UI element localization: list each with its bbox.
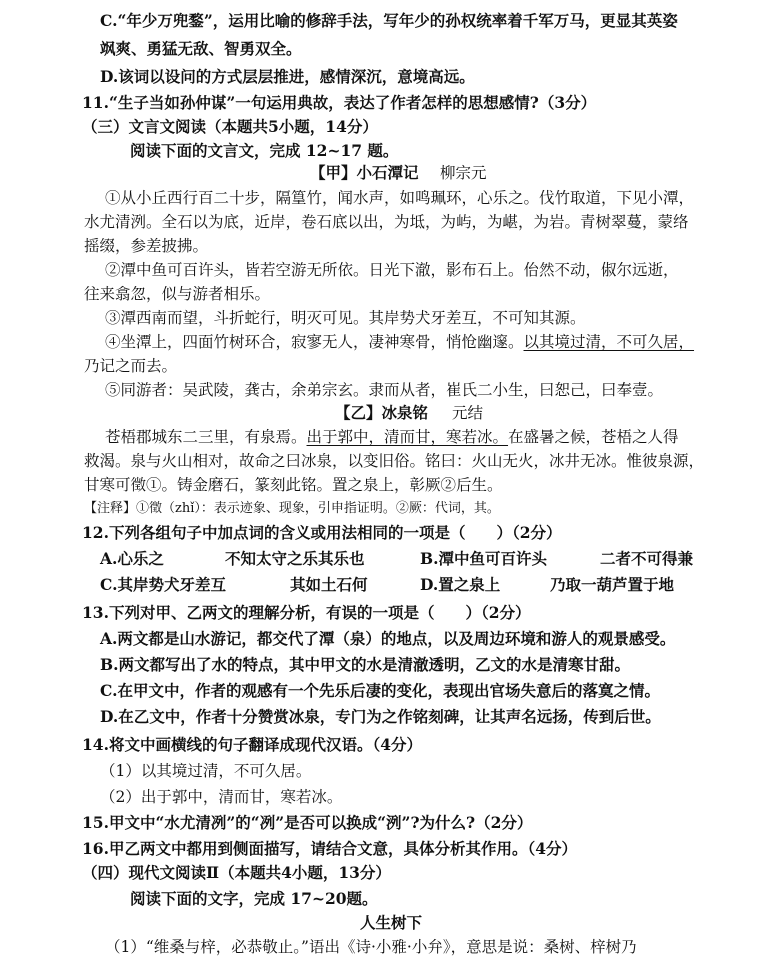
section-4-title: （四）现代文阅读Ⅱ（本题共4小题，13分） bbox=[82, 863, 391, 882]
q12-option-c-left[interactable]: C.其岸势犬牙差互 bbox=[100, 575, 226, 594]
q13-option-d[interactable]: D.在乙文中，作者十分赞赏冰泉，专门为之作铭刻碑，让其声名远扬，传到后世。 bbox=[100, 707, 661, 726]
q12-option-b-left[interactable]: B.潭中鱼可百许头 bbox=[420, 549, 547, 568]
q12-option-d-right: 乃取一葫芦置于地 bbox=[550, 575, 675, 594]
passage-a-author: 柳宗元 bbox=[440, 164, 487, 182]
q12-option-b-right: 二者不可得兼 bbox=[600, 549, 694, 568]
q12-option-a-right: 不知太守之乐其乐也 bbox=[225, 549, 365, 568]
passage-b-line-part: 在盛暑之候，苍梧之人得 bbox=[508, 428, 679, 446]
q13-option-c[interactable]: C.在甲文中，作者的观感有一个先乐后凄的变化，表现出官场失意后的落寞之情。 bbox=[100, 681, 660, 700]
q12-option-a-left[interactable]: A.心乐之 bbox=[100, 549, 164, 568]
q12-option-c-right: 其如土石何 bbox=[290, 575, 368, 594]
passage-a-line: 摇缀，参差披拂。 bbox=[84, 237, 209, 255]
q14-item-2: （2）出于郭中，清而甘，寒若冰。 bbox=[100, 788, 343, 806]
q10-option-c-line2: 飒爽、勇猛无敌、智勇双全。 bbox=[100, 39, 302, 58]
passage-b-line: 甘寒可徵①。铸金磨石，篆刻此铭。置之泉上，彰厥②后生。 bbox=[84, 476, 503, 494]
question-13: 13.下列对甲、乙两文的理解分析，有误的一项是（ ）（2分） bbox=[82, 603, 531, 622]
passage-a-line: ③潭西南而望，斗折蛇行，明灭可见。其岸势犬牙差互，不可知其源。 bbox=[105, 309, 586, 327]
passage-a-line: ②潭中鱼可百许头，皆若空游无所依。日光下澈，影布石上。佁然不动，俶尔远逝， bbox=[105, 261, 679, 279]
passage-b-annotation: 【注释】①徵（zhǐ）：表示迹象、现象，引申指证明。②厥：代词，其。 bbox=[84, 501, 500, 516]
q13-option-b[interactable]: B.两文都写出了水的特点，其中甲文的水是清澈透明，乙文的水是清寒甘甜。 bbox=[100, 655, 630, 674]
passage-a-line: 水尤清洌。全石以为底，近岸，卷石底以出，为坻，为屿，为嵁，为岩。青树翠蔓，蒙络 bbox=[84, 213, 689, 231]
section-4-instruction: 阅读下面的文字，完成 17~20题。 bbox=[130, 889, 378, 908]
question-15: 15.甲文中“水尤清冽”的“冽”是否可以换成“洌”?为什么?（2分） bbox=[82, 813, 533, 832]
passage-a-line: 往来翕忽，似与游者相乐。 bbox=[84, 285, 271, 303]
passage-a-line: 乃记之而去。 bbox=[84, 357, 178, 375]
section-3-instruction: 阅读下面的文言文，完成 12~17 题。 bbox=[130, 141, 399, 160]
question-12: 12.下列各组句子中加点词的含义或用法相同的一项是（ ）（2分） bbox=[82, 523, 562, 542]
article-line: （1）“维桑与梓，必恭敬止。”语出《诗·小雅·小弁》，意思是说：桑树、梓树乃 bbox=[105, 938, 637, 956]
question-11: 11.“生子当如孙仲谋”一句运用典故，表达了作者怎样的思想感情?（3分） bbox=[82, 93, 597, 112]
section-3-title: （三）文言文阅读（本题共5小题，14分） bbox=[82, 117, 378, 136]
question-14: 14.将文中画横线的句子翻译成现代汉语。（4分） bbox=[82, 735, 423, 754]
passage-a-title: 【甲】小石潭记 bbox=[310, 163, 419, 182]
underlined-sentence: 以其境过清，不可久居， bbox=[523, 333, 695, 351]
underlined-sentence: 出于郭中，清而甘，寒若冰。 bbox=[306, 428, 509, 446]
q10-option-d: D.该词以设问的方式层层推进，感情深沉，意境高远。 bbox=[100, 67, 475, 86]
passage-b-title: 【乙】冰泉铭 bbox=[335, 403, 429, 422]
passage-b-author: 元结 bbox=[452, 404, 484, 422]
passage-a-line: ⑤同游者：吴武陵，龚古，余弟宗玄。隶而从者，崔氏二小生，曰恕己，曰奉壹。 bbox=[105, 381, 664, 399]
q12-option-d-left[interactable]: D.置之泉上 bbox=[420, 575, 501, 594]
question-16: 16.甲乙两文中都用到侧面描写，请结合文意，具体分析其作用。（4分） bbox=[82, 839, 578, 858]
passage-a-line bbox=[105, 331, 694, 353]
q13-option-a[interactable]: A.两文都是山水游记，都交代了潭（泉）的地点，以及周边环境和游人的观景感受。 bbox=[100, 629, 676, 648]
passage-a-line: ①从小丘西行百二十步，隔篁竹，闻水声，如鸣珮环，心乐之。伐竹取道，下见小潭， bbox=[105, 189, 695, 207]
q10-option-c-line1: C.“年少万兜鍪”，运用比喻的修辞手法，写年少的孙权统率着千军万马，更显其英姿 bbox=[100, 11, 678, 30]
passage-b-line bbox=[105, 426, 679, 448]
article-title: 人生树下 bbox=[360, 913, 423, 932]
passage-b-line: 救渴。泉与火山相对，故命之曰冰泉，以变旧俗。铭曰：火山无火，冰井无冰。惟彼泉源， bbox=[84, 452, 705, 470]
passage-b-line-part: 苍梧郡城东二三里，有泉焉。 bbox=[105, 428, 307, 446]
q14-item-1: （1）以其境过清，不可久居。 bbox=[100, 762, 312, 780]
passage-a-line-part: ④坐潭上，四面竹树环合，寂寥无人，凄神寒骨，悄怆幽邃。 bbox=[105, 333, 524, 351]
